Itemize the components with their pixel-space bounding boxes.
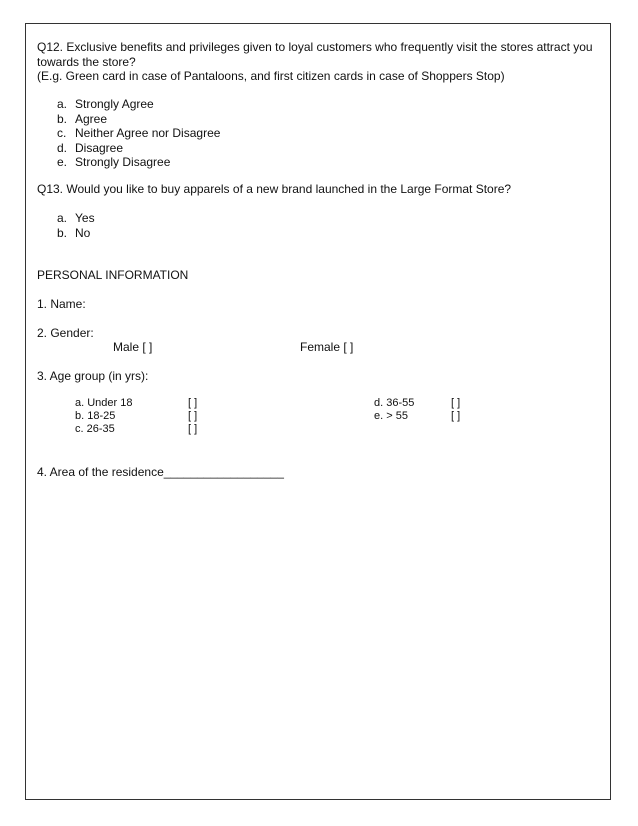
gender-male-option[interactable]: Male [ ] xyxy=(113,340,153,354)
option-label: Agree xyxy=(75,111,108,126)
option-letter: b. xyxy=(57,111,68,126)
option-label: Strongly Agree xyxy=(75,97,154,111)
age-option-over-55: e. > 55 xyxy=(374,410,408,422)
name-field-label: 1. Name: xyxy=(37,297,86,311)
age-group-label: 3. Age group (in yrs): xyxy=(37,369,149,383)
age-option-under-18: a. Under 18 xyxy=(75,397,133,409)
option-letter: b. xyxy=(57,225,68,240)
age-option-36-55: d. 36-55 xyxy=(374,397,415,409)
personal-info-heading: PERSONAL INFORMATION xyxy=(37,268,189,282)
q12-options xyxy=(57,97,220,170)
q12-option-c[interactable] xyxy=(57,126,220,141)
option-letter: d. xyxy=(57,140,68,155)
age-checkbox-26-35[interactable]: [ ] xyxy=(188,423,198,435)
option-label: Strongly Disagree xyxy=(75,155,171,169)
option-label: Neither Agree nor Disagree xyxy=(75,126,221,140)
q12-option-b[interactable] xyxy=(57,112,220,127)
age-option-26-35: c. 26-35 xyxy=(75,423,115,435)
gender-female-option[interactable]: Female [ ] xyxy=(300,340,354,354)
age-checkbox-36-55[interactable]: [ ] xyxy=(451,397,461,409)
q13-option-a[interactable] xyxy=(57,211,95,226)
option-label: Disagree xyxy=(75,140,124,155)
q13-question: Q13. Would you like to buy apparels of a new brand launched in the Large Format Store? xyxy=(37,182,512,196)
age-checkbox-under-18[interactable]: [ ] xyxy=(188,397,198,409)
q13-options xyxy=(57,211,95,240)
age-checkbox-18-25[interactable]: [ ] xyxy=(188,410,198,422)
gender-field-label: 2. Gender: xyxy=(37,326,94,340)
option-label: Yes xyxy=(75,211,95,225)
age-checkbox-over-55[interactable]: [ ] xyxy=(451,410,461,422)
option-label: No xyxy=(75,225,91,240)
q12-question: Q12. Exclusive benefits and privileges given to loyal customers who frequently visit the stores attract you towards the store? xyxy=(37,40,593,69)
residence-area-field[interactable]: 4. Area of the residence__________________ xyxy=(37,465,284,479)
q12-option-a[interactable] xyxy=(57,97,220,112)
age-option-18-25: b. 18-25 xyxy=(75,410,116,422)
option-letter: c. xyxy=(57,126,67,140)
option-letter: e. xyxy=(57,155,68,169)
q13-option-b[interactable] xyxy=(57,226,95,241)
option-letter: a. xyxy=(57,97,68,111)
q12-option-e[interactable] xyxy=(57,155,220,170)
option-letter: a. xyxy=(57,211,68,225)
q12-option-d[interactable] xyxy=(57,141,220,156)
q12-example: (E.g. Green card in case of Pantaloons, and first citizen cards in case of Shoppers Stop) xyxy=(37,69,505,83)
